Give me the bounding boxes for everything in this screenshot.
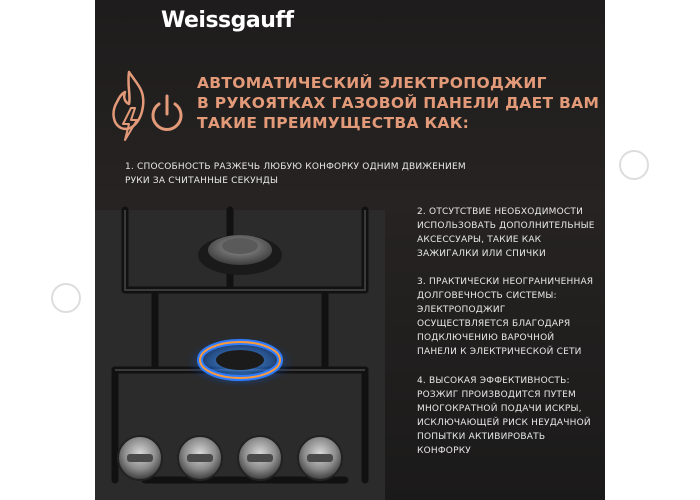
headline-line: В РУКОЯТКАХ ГАЗОВОЙ ПАНЕЛИ ДАЕТ ВАМ bbox=[197, 94, 600, 112]
benefit-2: 2. ОТСУТСТВИЕ НЕОБХОДИМОСТИ ИСПОЛЬЗОВАТЬ ДОПОЛНИТЕЛЬНЫЕ АКСЕССУАРЫ, ТАКИЕ КАК ЗАЖИГАЛКИ ИЛИ СПИЧКИ bbox=[417, 207, 595, 259]
benefit-3: 3. ПРАКТИЧЕСКИ НЕОГРАНИЧЕННАЯ ДОЛГОВЕЧНОСТЬ СИСТЕМЫ: ЭЛЕКТРОПОДЖИГ ОСУЩЕСТВЛЯЕТСЯ БЛАГОДАРЯ ПОДКЛЮЧЕНИЮ ВАРОЧНОЙ ПАНЕЛИ К ЭЛЕКТРИЧЕСКОЙ СЕТИ bbox=[417, 277, 594, 357]
benefit-1: 1. СПОСОБНОСТЬ РАЗЖЕЧЬ ЛЮБУЮ КОНФОРКУ ОДНИМ ДВИЖЕНИЕМ РУКИ ЗА СЧИТАННЫЕ СЕКУНДЫ bbox=[125, 162, 466, 186]
headline-line: ТАКИЕ ПРЕИМУЩЕСТВА КАК: bbox=[197, 114, 470, 132]
brand-logo: Weissgauff bbox=[161, 8, 294, 33]
headline-line: АВТОМАТИЧЕСКИЙ ЭЛЕКТРОПОДЖИГ bbox=[197, 74, 547, 92]
benefit-4: 4. ВЫСОКАЯ ЭФФЕКТИВНОСТЬ: РОЗЖИГ ПРОИЗВОДИТСЯ ПУТЕМ МНОГОКРАТНОЙ ПОДАЧИ ИСКРЫ, ИСКЛЮЧАЮЩЕЙ РИСК НЕУДАЧНОЙ ПОПЫТКИ АКТИВИРОВАТЬ КОНФОРКУ bbox=[417, 376, 591, 456]
